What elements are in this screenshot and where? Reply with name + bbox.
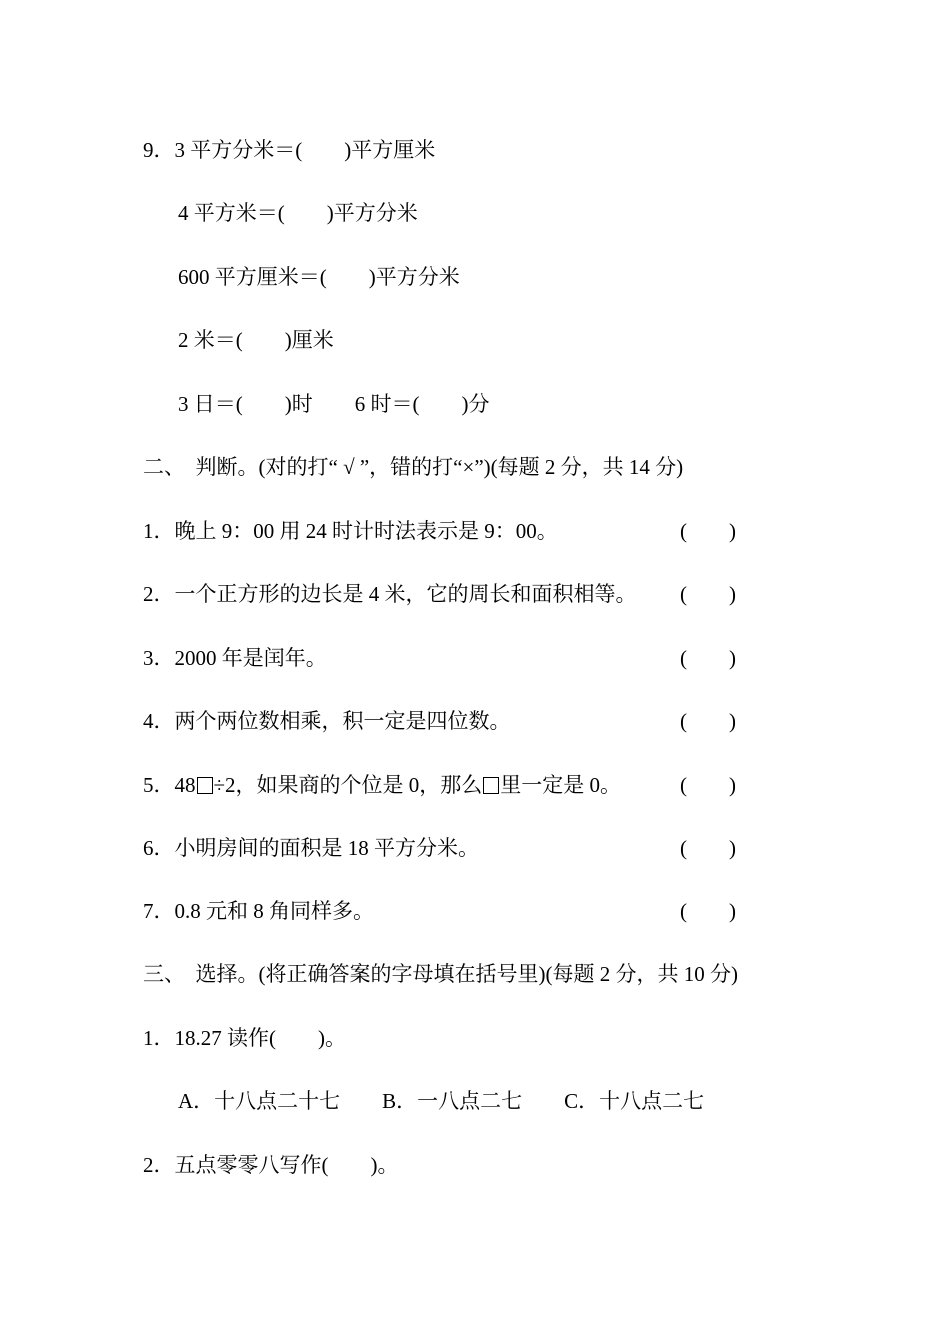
judge-answer-2[interactable]: ( ): [680, 582, 736, 606]
q9-line-5: 3 日＝( )时 6 时＝( )分: [178, 392, 490, 416]
judge-answer-1[interactable]: ( ): [680, 519, 736, 543]
judge-item-6: 6．小明房间的面积是 18 平方分米。: [143, 836, 479, 860]
judge-item-1: 1．晚上 9：00 用 24 时计时法表示是 9：00。: [143, 519, 558, 543]
q9-line-1: 9．3 平方分米＝( )平方厘米: [143, 138, 436, 162]
judge-item-4: 4．两个两位数相乘，积一定是四位数。: [143, 709, 511, 733]
judge-answer-5[interactable]: ( ): [680, 773, 736, 797]
q9-line-2: 4 平方米＝( )平方分米: [178, 201, 418, 225]
blank-box-icon: [483, 777, 499, 794]
judge-item-5: [143, 772, 621, 798]
choice-question-2: 2．五点零零八写作( )。: [143, 1153, 399, 1177]
choice-question-1: 1．18.27 读作( )。: [143, 1026, 346, 1050]
judge-answer-3[interactable]: ( ): [680, 646, 736, 670]
q9-line-4: 2 米＝( )厘米: [178, 328, 334, 352]
judge-item-5-part-a: 5．48: [143, 773, 196, 797]
judge-item-5-part-c: 里一定是 0。: [500, 773, 622, 797]
section2-heading: 二、 判断。(对的打“ √ ”，错的打“×”)(每题 2 分，共 14 分): [143, 455, 684, 479]
choice-question-1-options: A．十八点二十七 B．一八点二七 C．十八点二七: [178, 1089, 705, 1113]
blank-box-icon: [197, 777, 213, 794]
judge-answer-4[interactable]: ( ): [680, 709, 736, 733]
judge-answer-7[interactable]: ( ): [680, 899, 736, 923]
judge-item-7: 7．0.8 元和 8 角同样多。: [143, 899, 374, 923]
judge-item-5-part-b: ÷2，如果商的个位是 0，那么: [213, 773, 483, 797]
judge-answer-6[interactable]: ( ): [680, 836, 736, 860]
judge-item-3: 3．2000 年是闰年。: [143, 646, 327, 670]
section3-heading: 三、 选择。(将正确答案的字母填在括号里)(每题 2 分，共 10 分): [143, 962, 738, 986]
q9-line-3: 600 平方厘米＝( )平方分米: [178, 265, 460, 289]
judge-item-2: 2．一个正方形的边长是 4 米，它的周长和面积相等。: [143, 582, 637, 606]
